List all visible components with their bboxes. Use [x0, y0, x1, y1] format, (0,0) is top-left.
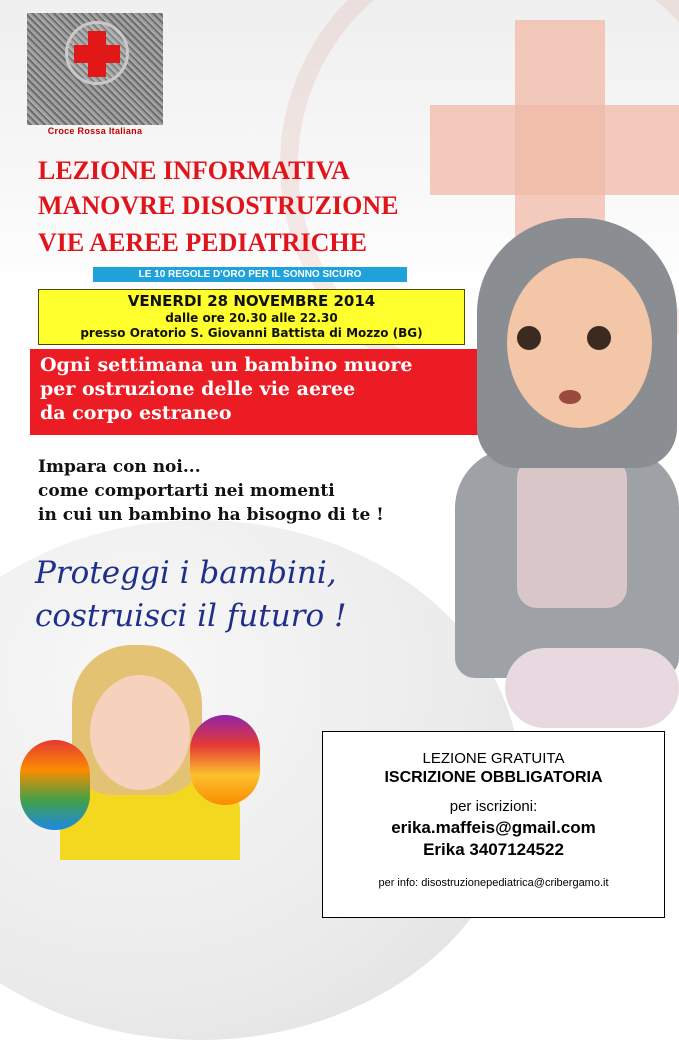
baby-leg [505, 648, 679, 728]
baby-shirt [517, 458, 627, 608]
baby-eye-icon [587, 326, 611, 350]
contact-email: erika.maffeis@gmail.com [391, 818, 596, 837]
free-lesson-label: LEZIONE GRATUITA [422, 750, 565, 767]
girl-face [90, 675, 190, 790]
warning-box [30, 349, 478, 435]
signup-label: per iscrizioni: [449, 798, 538, 815]
contact-phone: Erika 3407124522 [423, 840, 564, 859]
warning-line-3: da corpo estraneo [40, 402, 232, 424]
more-info-email: per info: disostruzionepediatrica@cribergamo.it [378, 877, 609, 889]
intro-line-2: come comportarti nei momenti [38, 481, 335, 501]
baby-photo [455, 218, 679, 738]
baby-mouth [559, 390, 581, 404]
event-time: dalle ore 20.30 alle 22.30 [165, 311, 338, 325]
registration-info-box [322, 731, 665, 918]
title-line-3: VIE AEREE PEDIATRICHE [38, 228, 367, 257]
event-date: VENERDI 28 NOVEMBRE 2014 [127, 292, 376, 310]
slogan-line-2: costruisci il futuro ! [35, 598, 347, 634]
intro-text [38, 455, 498, 527]
intro-line-1: Impara con noi... [38, 457, 201, 477]
logo-caption: Croce Rossa Italiana [47, 126, 143, 136]
warning-line-1: Ogni settimana un bambino muore [40, 354, 413, 376]
painted-hand-icon [190, 715, 260, 805]
red-cross-logo [27, 13, 163, 137]
intro-line-3: in cui un bambino ha bisogno di te ! [38, 505, 384, 525]
title-line-2: MANOVRE DISOSTRUZIONE [38, 191, 399, 220]
girl-photo [20, 645, 280, 860]
rules-banner: LE 10 REGOLE D'ORO PER IL SONNO SICURO [93, 267, 407, 282]
mandatory-registration-label: ISCRIZIONE OBBLIGATORIA [384, 769, 603, 786]
warning-line-2: per ostruzione delle vie aeree [40, 378, 356, 400]
painted-hand-icon [20, 740, 90, 830]
event-date-box [38, 289, 465, 345]
title-line-1: LEZIONE INFORMATIVA [38, 156, 350, 185]
baby-eye-icon [517, 326, 541, 350]
slogan-line-1: Proteggi i bambini, [35, 555, 337, 591]
event-place: presso Oratorio S. Giovanni Battista di Mozzo (BG) [80, 326, 423, 340]
